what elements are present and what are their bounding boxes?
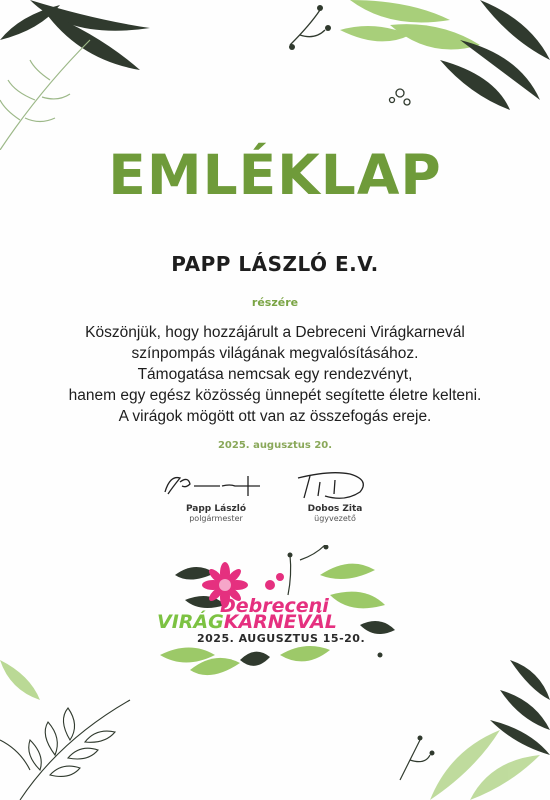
signatory-name: Dobos Zita (307, 504, 363, 514)
message-line: hanem egy egész közösség ünnepét segítette életre kelteni. (68, 387, 482, 404)
logo-virag: VIRÁG (157, 611, 224, 633)
signatory-right (255, 504, 415, 523)
certificate-date: 2025. augusztus 20. (217, 440, 333, 451)
message-line: Támogatása nemcsak egy rendezvényt, (137, 366, 413, 383)
message-line: színpompás világának megvalósításához. (131, 345, 419, 362)
message-line: A virágok mögött ott van az összefogás ereje. (118, 408, 432, 425)
for-label: részére (251, 296, 299, 309)
bottom-left-leaves-decoration (0, 640, 170, 800)
logo-karneval: KARNEVÁL (223, 611, 337, 633)
top-right-leaves-decoration (280, 0, 550, 110)
bottom-right-leaves-decoration (390, 660, 550, 800)
thank-you-message (0, 322, 550, 427)
recipient-name: PAPP LÁSZLÓ E.V. (171, 252, 379, 276)
certificate-title: EMLÉKLAP (108, 143, 442, 207)
signature-papp (160, 470, 270, 500)
logo-dates: 2025. AUGUSZTUS 15-20. (197, 632, 366, 645)
signature-dobos (290, 468, 380, 504)
signatory-role: polgármester (189, 514, 243, 523)
top-left-leaves-decoration (0, 0, 180, 150)
logo-title-line1: Debreceni (220, 595, 329, 617)
signatory-role: ügyvezető (314, 514, 356, 523)
signatory-name: Papp László (185, 504, 247, 514)
logo-title-line2 (157, 611, 337, 633)
message-line: Köszönjük, hogy hozzájárult a Debreceni Virágkarnevál (85, 324, 465, 341)
